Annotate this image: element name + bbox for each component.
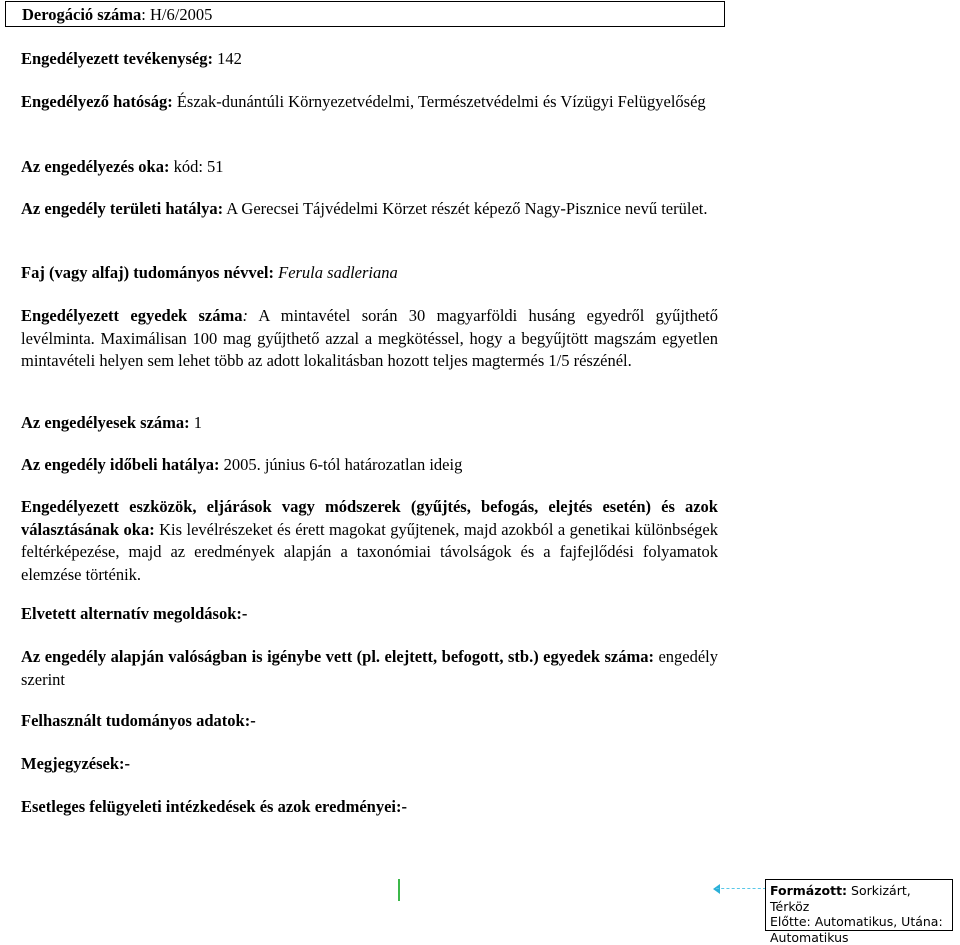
control-paragraph [21, 796, 718, 819]
permits-value: 1 [190, 413, 202, 432]
permits-paragraph [21, 412, 718, 435]
balloon-format: Sorkizárt, Térköz [770, 883, 911, 914]
count-label: Engedélyezett egyedek száma [21, 306, 243, 325]
count-value: A mintavétel során 30 magyarföldi husáng egyedről gyűjthető levélminta. Maximálisan 100 mag gyűjthető azzal a megkötéssel, hogy a begyűjtött magszám egyetlen mintavételi helyen sem lehet több az adott lokalitásban hozott teljes magtermés 1/5 részénél. [21, 306, 718, 370]
used-value: engedély szerint [21, 647, 718, 689]
methods-value: Kis levélrészeket és érett magokat gyűjtenek, majd azokból a genetikai különbségek feltérképezése, majd az eredmények alapján a taxonómiai távolságok és a fajfejlődési folyamatok elemzése történik. [21, 520, 718, 584]
scientific-label: Felhasznált tudományos adatok:- [21, 711, 256, 730]
formatting-comment-balloon[interactable] [765, 879, 953, 931]
used-paragraph [21, 646, 718, 691]
authority-value: Észak-dunántúli Környezetvédelmi, Természetvédelmi és Vízügyi Felügyelőség [173, 92, 706, 111]
time-value: 2005. június 6-tól határozatlan ideig [219, 455, 462, 474]
time-label: Az engedély időbeli hatálya: [21, 455, 219, 474]
activity-value: 142 [213, 49, 242, 68]
comment-connector [716, 888, 766, 889]
species-name: Ferula sadleriana [278, 263, 398, 282]
balloon-title: Formázott: [770, 883, 847, 898]
comment-pointer-icon [713, 884, 720, 894]
time-paragraph [21, 454, 718, 477]
reason-value: kód: 51 [169, 157, 223, 176]
derogation-number-box [5, 1, 725, 27]
scope-paragraph [21, 198, 718, 221]
authority-paragraph [21, 91, 718, 114]
activity-paragraph [21, 48, 718, 71]
count-colon: : [243, 306, 249, 325]
alternatives-paragraph [21, 603, 718, 626]
derogation-label: Derogáció száma [22, 5, 141, 24]
activity-label: Engedélyezett tevékenység: [21, 49, 213, 68]
permits-label: Az engedélyesek száma: [21, 413, 190, 432]
derogation-value: : H/6/2005 [141, 5, 212, 24]
revision-change-bar [398, 879, 400, 901]
scope-label: Az engedély területi hatálya: [21, 199, 223, 218]
notes-paragraph [21, 753, 718, 776]
authority-label: Engedélyező hatóság: [21, 92, 173, 111]
methods-paragraph [21, 496, 718, 586]
scientific-paragraph [21, 710, 718, 733]
methods-label: Engedélyezett eszközök, eljárások vagy módszerek (gyűjtés, befogás, elejtés esetén) és azok választásának oka: [21, 497, 718, 539]
used-label: Az engedély alapján valóságban is igénybe vett (pl. elejtett, befogott, stb.) egyedek száma: [21, 647, 654, 666]
alternatives-label: Elvetett alternatív megoldások:- [21, 604, 247, 623]
notes-label: Megjegyzések:- [21, 754, 130, 773]
species-label: Faj (vagy alfaj) tudományos névvel: [21, 263, 274, 282]
scope-value: A Gerecsei Tájvédelmi Körzet részét képező Nagy-Pisznice nevű terület. [223, 199, 707, 218]
reason-label: Az engedélyezés oka: [21, 157, 169, 176]
count-paragraph [21, 305, 718, 373]
balloon-line-3: Automatikus [770, 930, 948, 945]
balloon-line-2: Előtte: Automatikus, Utána: [770, 914, 948, 930]
balloon-line-1 [770, 883, 948, 914]
species-paragraph [21, 262, 718, 285]
reason-paragraph [21, 156, 718, 179]
control-label: Esetleges felügyeleti intézkedések és azok eredményei:- [21, 797, 407, 816]
